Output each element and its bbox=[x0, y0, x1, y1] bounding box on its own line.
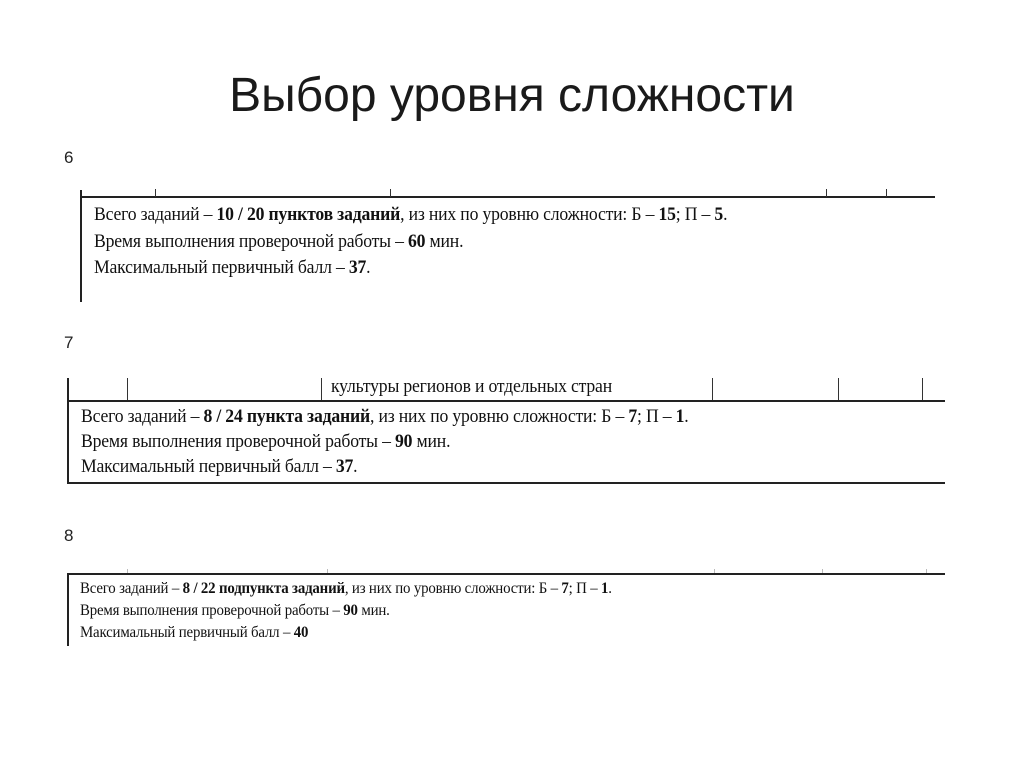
grade-label-7: 7 bbox=[64, 333, 74, 352]
max-score-line: Максимальный первичный балл – 37. bbox=[81, 456, 358, 477]
column-tick bbox=[321, 378, 322, 400]
max-score-line: Максимальный первичный балл – 40 bbox=[80, 624, 309, 641]
column-tick bbox=[390, 189, 391, 197]
column-tick bbox=[838, 378, 839, 400]
table-border-top bbox=[67, 573, 945, 575]
table-border-bottom bbox=[67, 482, 945, 484]
table-border-top bbox=[67, 400, 945, 402]
total-tasks-line: Всего заданий – 10 / 20 пунктов заданий, из них по уровню сложности: Б – 15; П – 5. bbox=[94, 204, 728, 225]
total-tasks-line: Всего заданий – 8 / 22 подпункта заданий, из них по уровню сложности: Б – 7; П – 1. bbox=[80, 580, 612, 597]
column-tick bbox=[826, 189, 827, 197]
table-border-left bbox=[80, 190, 82, 302]
column-tick bbox=[922, 378, 923, 400]
grade-label-6: 6 bbox=[64, 148, 74, 167]
column-tick bbox=[127, 378, 128, 400]
duration-line: Время выполнения проверочной работы – 90 мин. bbox=[80, 602, 390, 619]
table-border-left bbox=[67, 573, 69, 646]
column-tick bbox=[714, 569, 715, 573]
column-tick bbox=[926, 569, 927, 573]
table-border-top bbox=[80, 196, 935, 198]
table-header-cell: культуры регионов и отдельных стран bbox=[331, 376, 612, 397]
column-tick bbox=[127, 569, 128, 573]
table-border-left bbox=[67, 378, 69, 484]
grade-label-8: 8 bbox=[64, 526, 74, 545]
column-tick bbox=[712, 378, 713, 400]
column-tick bbox=[155, 189, 156, 197]
column-tick bbox=[822, 569, 823, 573]
duration-line: Время выполнения проверочной работы – 60 мин. bbox=[94, 231, 464, 252]
duration-line: Время выполнения проверочной работы – 90 мин. bbox=[81, 431, 451, 452]
slide-title: Выбор уровня сложности bbox=[229, 69, 795, 122]
max-score-line: Максимальный первичный балл – 37. bbox=[94, 257, 371, 278]
total-tasks-line: Всего заданий – 8 / 24 пункта заданий, из них по уровню сложности: Б – 7; П – 1. bbox=[81, 406, 689, 427]
column-tick bbox=[327, 569, 328, 573]
column-tick bbox=[886, 189, 887, 197]
